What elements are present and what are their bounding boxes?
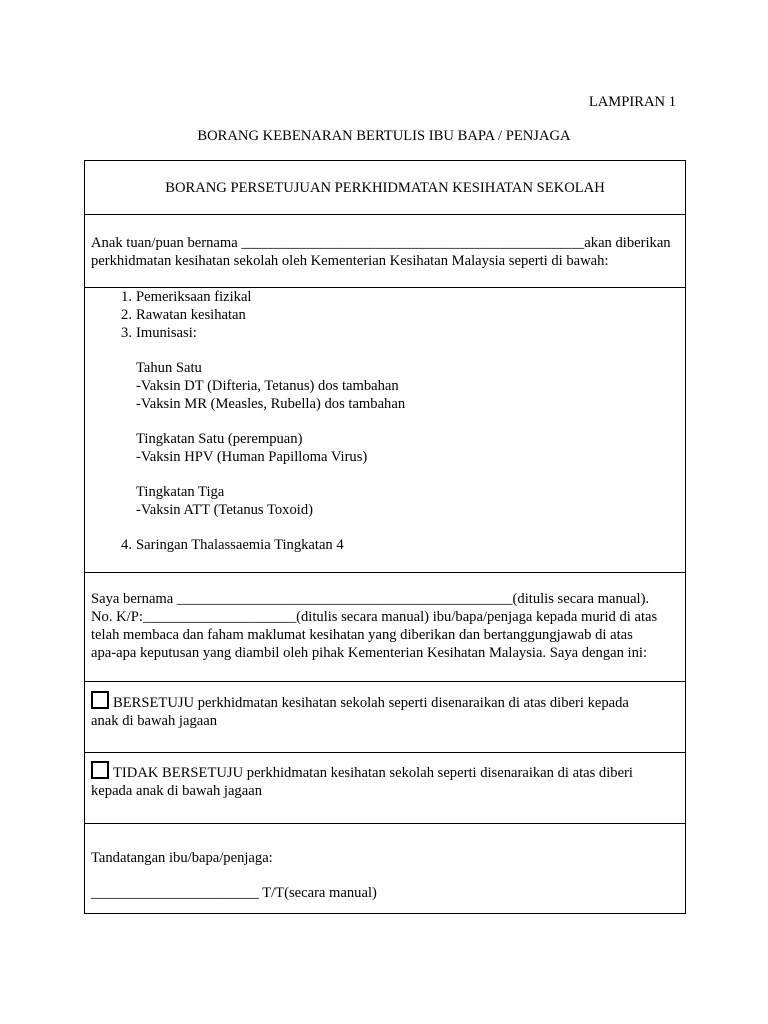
intro-line-2: perkhidmatan kesihatan sekolah oleh Kementerian Kesihatan Malaysia seperti di bawah: bbox=[91, 253, 609, 269]
agree-line-1 bbox=[91, 691, 679, 712]
signature-label: Tandatangan ibu/bapa/penjaga: bbox=[91, 850, 273, 866]
agree-line-2: anak di bawah jagaan bbox=[91, 713, 218, 729]
vaccine-dt: -Vaksin DT (Difteria, Tetanus) dos tambahan bbox=[136, 378, 399, 394]
declaration-cell bbox=[85, 573, 685, 682]
service-item-treatment bbox=[91, 306, 679, 324]
declaration-line-3: telah membaca dan faham maklumat kesihatan yang diberikan dan bertanggungjawab di atas bbox=[91, 627, 633, 643]
disagree-line-2: kepada anak di bawah jagaan bbox=[91, 783, 262, 799]
declaration-line-1: Saya bernama ______________________________________________(ditulis secara manual). bbox=[91, 591, 650, 607]
disagree-line-1 bbox=[91, 761, 679, 782]
services-list bbox=[91, 288, 679, 342]
service-number: 4. bbox=[121, 537, 132, 553]
intro-line-1: Anak tuan/puan bernama _______________________________________________akan diberikan bbox=[91, 235, 671, 251]
service-label: Imunisasi: bbox=[136, 325, 197, 341]
service-label: Pemeriksaan fizikal bbox=[136, 289, 252, 305]
document-title: BORANG KEBENARAN BERTULIS IBU BAPA / PENJAGA bbox=[197, 128, 571, 144]
intro-cell bbox=[85, 215, 685, 288]
disagree-checkbox[interactable] bbox=[91, 761, 109, 779]
service-number: 1. bbox=[121, 289, 132, 305]
consent-form-table bbox=[84, 160, 686, 914]
appendix-label: LAMPIRAN 1 bbox=[588, 94, 676, 110]
service-label: Saringan Thalassaemia Tingkatan 4 bbox=[136, 537, 344, 553]
form-header-title: BORANG PERSETUJUAN PERKHIDMATAN KESIHATAN SEKOLAH bbox=[165, 179, 605, 196]
form-header-cell bbox=[85, 161, 685, 215]
declaration-line-2: No. K/P:_____________________(ditulis secara manual) ibu/bapa/penjaga kepada murid di atas bbox=[91, 609, 658, 625]
disagree-text: TIDAK BERSETUJU perkhidmatan kesihatan sekolah seperti disenaraikan di atas diberi bbox=[113, 765, 633, 781]
service-item-immunisation bbox=[91, 324, 679, 342]
immunisation-details bbox=[91, 342, 679, 536]
signature-field[interactable]: _______________________ T/T(secara manual) bbox=[91, 885, 377, 901]
service-number: 3. bbox=[121, 325, 132, 341]
form-three-heading: Tingkatan Tiga bbox=[136, 484, 225, 500]
agree-cell bbox=[85, 682, 685, 753]
services-cell bbox=[85, 288, 685, 573]
year-one-heading: Tahun Satu bbox=[136, 360, 202, 376]
service-number: 2. bbox=[121, 307, 132, 323]
form-one-heading: Tingkatan Satu (perempuan) bbox=[136, 431, 303, 447]
service-label: Rawatan kesihatan bbox=[136, 307, 246, 323]
services-list-continued bbox=[91, 536, 679, 554]
agree-checkbox[interactable] bbox=[91, 691, 109, 709]
signature-cell bbox=[85, 824, 685, 913]
service-item-thalassaemia bbox=[91, 536, 679, 554]
vaccine-mr: -Vaksin MR (Measles, Rubella) dos tambahan bbox=[136, 396, 406, 412]
declaration-line-4: apa-apa keputusan yang diambil oleh pihak Kementerian Kesihatan Malaysia. Saya dengan ini: bbox=[91, 645, 648, 661]
disagree-cell bbox=[85, 753, 685, 824]
vaccine-att: -Vaksin ATT (Tetanus Toxoid) bbox=[136, 502, 313, 518]
vaccine-hpv: -Vaksin HPV (Human Papilloma Virus) bbox=[136, 449, 368, 465]
agree-text: BERSETUJU perkhidmatan kesihatan sekolah seperti disenaraikan di atas diberi kepada bbox=[113, 695, 629, 711]
service-item-physical-exam bbox=[91, 288, 679, 306]
